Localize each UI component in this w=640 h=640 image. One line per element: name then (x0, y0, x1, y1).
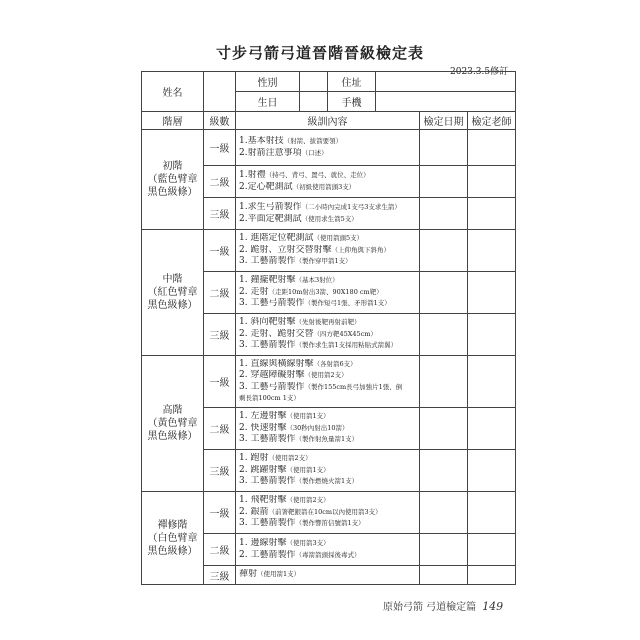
content-item (239, 423, 416, 435)
content-item (239, 507, 416, 519)
test-date-field[interactable] (420, 166, 468, 198)
item-note: （上仰角與下斜角） (331, 245, 390, 254)
item-text: 3. 工藝箭製作 (239, 434, 296, 445)
item-note: （使用箭2支） (286, 496, 330, 505)
content-cell (236, 566, 420, 585)
phone-label: 手機 (328, 92, 376, 112)
item-text: 1.求生弓箭製作 (239, 202, 302, 212)
item-note: （走距10m射出3箭、90X180 cm靶） (268, 287, 383, 296)
item-note: （製作求生箭1支採用粘貼式箭翼） (295, 341, 398, 350)
item-note: （初級使用箭頭3支） (292, 182, 356, 191)
item-note: （二小時內完成1支弓3支求生箭） (301, 203, 401, 211)
item-text: 2. 走射 (239, 286, 269, 297)
stage-cell (142, 356, 204, 492)
test-teacher-field[interactable] (468, 450, 516, 492)
stage-name: 禪修階 (157, 519, 188, 531)
content-item (239, 382, 416, 394)
item-text: 3. 工藝箭製作 (239, 340, 296, 351)
item-text: 禪射 (239, 569, 258, 580)
item-text: 3. 工藝箭製作 (239, 256, 296, 267)
test-date-field[interactable] (420, 356, 468, 408)
test-teacher-field[interactable] (468, 314, 516, 356)
test-date-field[interactable] (420, 566, 468, 585)
item-note: （製作穿甲箭1支） (295, 257, 352, 266)
stage-cell (142, 230, 204, 356)
page-footer (383, 598, 503, 613)
test-teacher-field[interactable] (468, 166, 516, 198)
stage-sub1: （白色臂章 (147, 532, 198, 544)
item-note: （製作155cm長弓加強片1張、倒 (304, 382, 403, 391)
content-item (239, 329, 416, 341)
item-text: 2. 穿越障礙射擊 (239, 370, 305, 380)
level-cell: 一級 (204, 230, 236, 272)
content-item (239, 202, 416, 214)
item-note: （使用箭1支） (257, 570, 301, 579)
item-note: （使用箭2支） (268, 454, 312, 463)
level-cell: 一級 (204, 130, 236, 166)
level-cell: 三級 (204, 450, 236, 492)
test-date-field[interactable] (420, 198, 468, 230)
test-date-field[interactable] (420, 314, 468, 356)
test-teacher-field[interactable] (468, 492, 516, 534)
item-note: （製作燃燒火箭1支） (295, 477, 359, 486)
content-item (239, 245, 416, 257)
content-cell (236, 272, 420, 314)
item-text: 1.射禮 (239, 170, 266, 180)
table-header-row (142, 112, 516, 130)
item-text: 2. 快速射擊 (239, 422, 287, 433)
test-teacher-field[interactable] (468, 534, 516, 566)
table-row (142, 356, 516, 408)
item-note: （基本3射位） (295, 276, 339, 285)
address-label: 住址 (328, 72, 376, 92)
item-note: （製作射魚量箭1支） (295, 435, 359, 444)
header-level: 級數 (204, 112, 236, 130)
content-item (239, 518, 416, 530)
item-text: 1.基本射技 (239, 136, 284, 146)
content-item (239, 287, 416, 299)
stage-cell (142, 492, 204, 585)
item-text: 1. 跑射 (239, 453, 269, 464)
level-cell: 三級 (204, 314, 236, 356)
book-title: 原始弓箭 弓道檢定篇 (383, 602, 477, 613)
content-cell (236, 356, 420, 408)
test-date-field[interactable] (420, 450, 468, 492)
test-teacher-field[interactable] (468, 272, 516, 314)
item-text: 2.射箭注意事項 (239, 147, 302, 158)
item-text: 2. 銀箭 (239, 506, 269, 517)
test-teacher-field[interactable] (468, 198, 516, 230)
header-test-date: 檢定日期 (420, 112, 468, 130)
test-teacher-field[interactable] (468, 230, 516, 272)
test-teacher-field[interactable] (468, 130, 516, 166)
test-teacher-field[interactable] (468, 356, 516, 408)
item-text: 2.定心靶測試 (239, 181, 293, 192)
stage-sub1: （紅色臂章 (147, 287, 198, 298)
stage-name: 初階 (162, 161, 183, 172)
content-item (239, 256, 416, 268)
test-date-field[interactable] (420, 230, 468, 272)
content-item (239, 214, 416, 226)
item-note: （口述） (301, 148, 328, 157)
stage-name: 中階 (162, 274, 183, 285)
level-cell: 二級 (204, 272, 236, 314)
item-note: （使用箭3支） (286, 539, 330, 547)
content-cell (236, 314, 420, 356)
content-cell (236, 130, 420, 166)
header-test-teacher: 檢定老師 (468, 112, 516, 130)
address-field[interactable] (376, 72, 516, 92)
content-item (239, 465, 416, 477)
gender-label: 性別 (236, 72, 300, 92)
item-text: 3. 工藝弓箭製作 (239, 381, 305, 392)
content-cell (236, 492, 420, 534)
table-row (142, 492, 516, 534)
test-teacher-field[interactable] (468, 408, 516, 450)
stage-cell (142, 130, 204, 230)
birthday-field[interactable] (300, 92, 328, 112)
content-cell (236, 534, 420, 566)
item-text: 2. 跪射、立射交替射擊 (239, 244, 332, 255)
name-label: 姓名 (142, 72, 204, 112)
item-note: （30秒內射出10箭） (286, 423, 349, 432)
name-field[interactable] (204, 72, 236, 112)
item-text: 3. 工藝箭製作 (239, 476, 296, 487)
phone-field[interactable] (376, 92, 516, 112)
content-cell (236, 450, 420, 492)
item-text: 1. 飛靶射擊 (239, 495, 287, 506)
content-cell (236, 198, 420, 230)
item-note: （製作短弓1張、矛形箭1支） (304, 299, 391, 308)
content-item (239, 550, 416, 562)
content-item (239, 495, 416, 507)
item-note: （使用求生箭5支） (301, 214, 358, 223)
test-date-field[interactable] (420, 534, 468, 566)
level-cell: 二級 (204, 408, 236, 450)
page-number: 149 (482, 600, 504, 613)
item-note: （前箸靶銀箭在10cm以內使用箭3支） (268, 507, 382, 516)
gender-field[interactable] (300, 72, 328, 92)
content-item (239, 434, 416, 446)
level-cell: 三級 (204, 198, 236, 230)
item-text: 1. 斜向靶射擊 (239, 317, 296, 328)
content-item (239, 453, 416, 465)
item-note: （射箭、拔箭要領） (283, 137, 343, 145)
content-item (239, 393, 416, 405)
header-content: 級訓內容 (236, 112, 420, 130)
content-item (239, 370, 416, 382)
content-item (239, 170, 416, 182)
item-note: （使用箭2支） (304, 371, 348, 379)
item-note: （製作響笛信號箭1支） (295, 519, 365, 528)
header-stage: 階層 (142, 112, 204, 130)
item-text: 3. 工藝箭製作 (239, 518, 296, 529)
stage-sub1: （藍色臂章 (147, 174, 198, 185)
item-text: 1. 邊線射擊 (239, 538, 287, 548)
item-note: （使用箭1支） (286, 465, 330, 474)
item-note: （使用箭頭5支） (313, 234, 364, 243)
content-item (239, 476, 416, 488)
item-note: （使用箭1支） (286, 412, 330, 421)
item-note: 剩長箭100cm 1支） (239, 394, 300, 402)
item-text: 2.平面定靶測試 (239, 213, 302, 224)
stage-sub2: 黑色級條） (147, 545, 198, 557)
grading-table-body (142, 130, 516, 585)
revision-date: 2023.3.5修訂 (450, 67, 509, 77)
table-row (142, 130, 516, 166)
item-text: 1. 進階定位靶測試 (239, 233, 314, 244)
content-item (239, 538, 416, 550)
birthday-label: 生日 (236, 92, 300, 112)
item-note: （持弓、背弓、置弓、就位、走位） (265, 171, 370, 179)
content-item (239, 275, 416, 287)
content-item (239, 298, 416, 310)
stage-sub2: 黑色級條） (147, 431, 198, 442)
test-date-field[interactable] (420, 272, 468, 314)
level-cell: 三級 (204, 566, 236, 585)
level-cell: 二級 (204, 534, 236, 566)
content-item (239, 317, 416, 329)
item-note: （毒箭箭頭採後毒式） (295, 550, 361, 559)
content-item (239, 340, 416, 352)
item-note: （四方靶45X45cm） (313, 329, 377, 338)
item-text: 2. 工藝箭製作 (239, 549, 296, 560)
test-date-field[interactable] (420, 408, 468, 450)
content-item (239, 411, 416, 423)
stage-sub2: 黑色級條） (147, 300, 198, 311)
content-cell (236, 166, 420, 198)
item-text: 1. 左邊射擊 (239, 411, 287, 422)
level-cell: 二級 (204, 166, 236, 198)
content-cell (236, 408, 420, 450)
personal-info-table (141, 71, 516, 112)
item-text: 3. 工藝弓箭製作 (239, 298, 305, 309)
item-text: 2. 走射、跪射交替 (239, 328, 314, 339)
content-item (239, 182, 416, 194)
test-teacher-field[interactable] (468, 566, 516, 585)
content-item (239, 359, 416, 371)
content-item (239, 569, 416, 581)
item-note: （先射後靶再射前靶） (295, 318, 361, 327)
item-note: （各射箭6支） (313, 359, 357, 368)
page-title: 寸步弓箭弓道晉階晉級檢定表 (215, 44, 424, 62)
content-item (239, 136, 416, 148)
stage-sub2: 黑色級條） (147, 187, 198, 198)
level-cell: 一級 (204, 356, 236, 408)
stage-name: 高階 (162, 405, 183, 416)
content-item (239, 233, 416, 245)
stage-sub1: （黃色臂章 (147, 418, 198, 429)
content-item (239, 148, 416, 160)
test-date-field[interactable] (420, 492, 468, 534)
test-date-field[interactable] (420, 130, 468, 166)
grading-table (141, 111, 516, 585)
content-cell (236, 230, 420, 272)
level-cell: 一級 (204, 492, 236, 534)
item-text: 2. 跳躍射擊 (239, 464, 287, 475)
table-row (142, 230, 516, 272)
item-text: 1. 直線與橫線射擊 (239, 358, 314, 369)
item-text: 1. 鐘擺靶射擊 (239, 275, 296, 286)
